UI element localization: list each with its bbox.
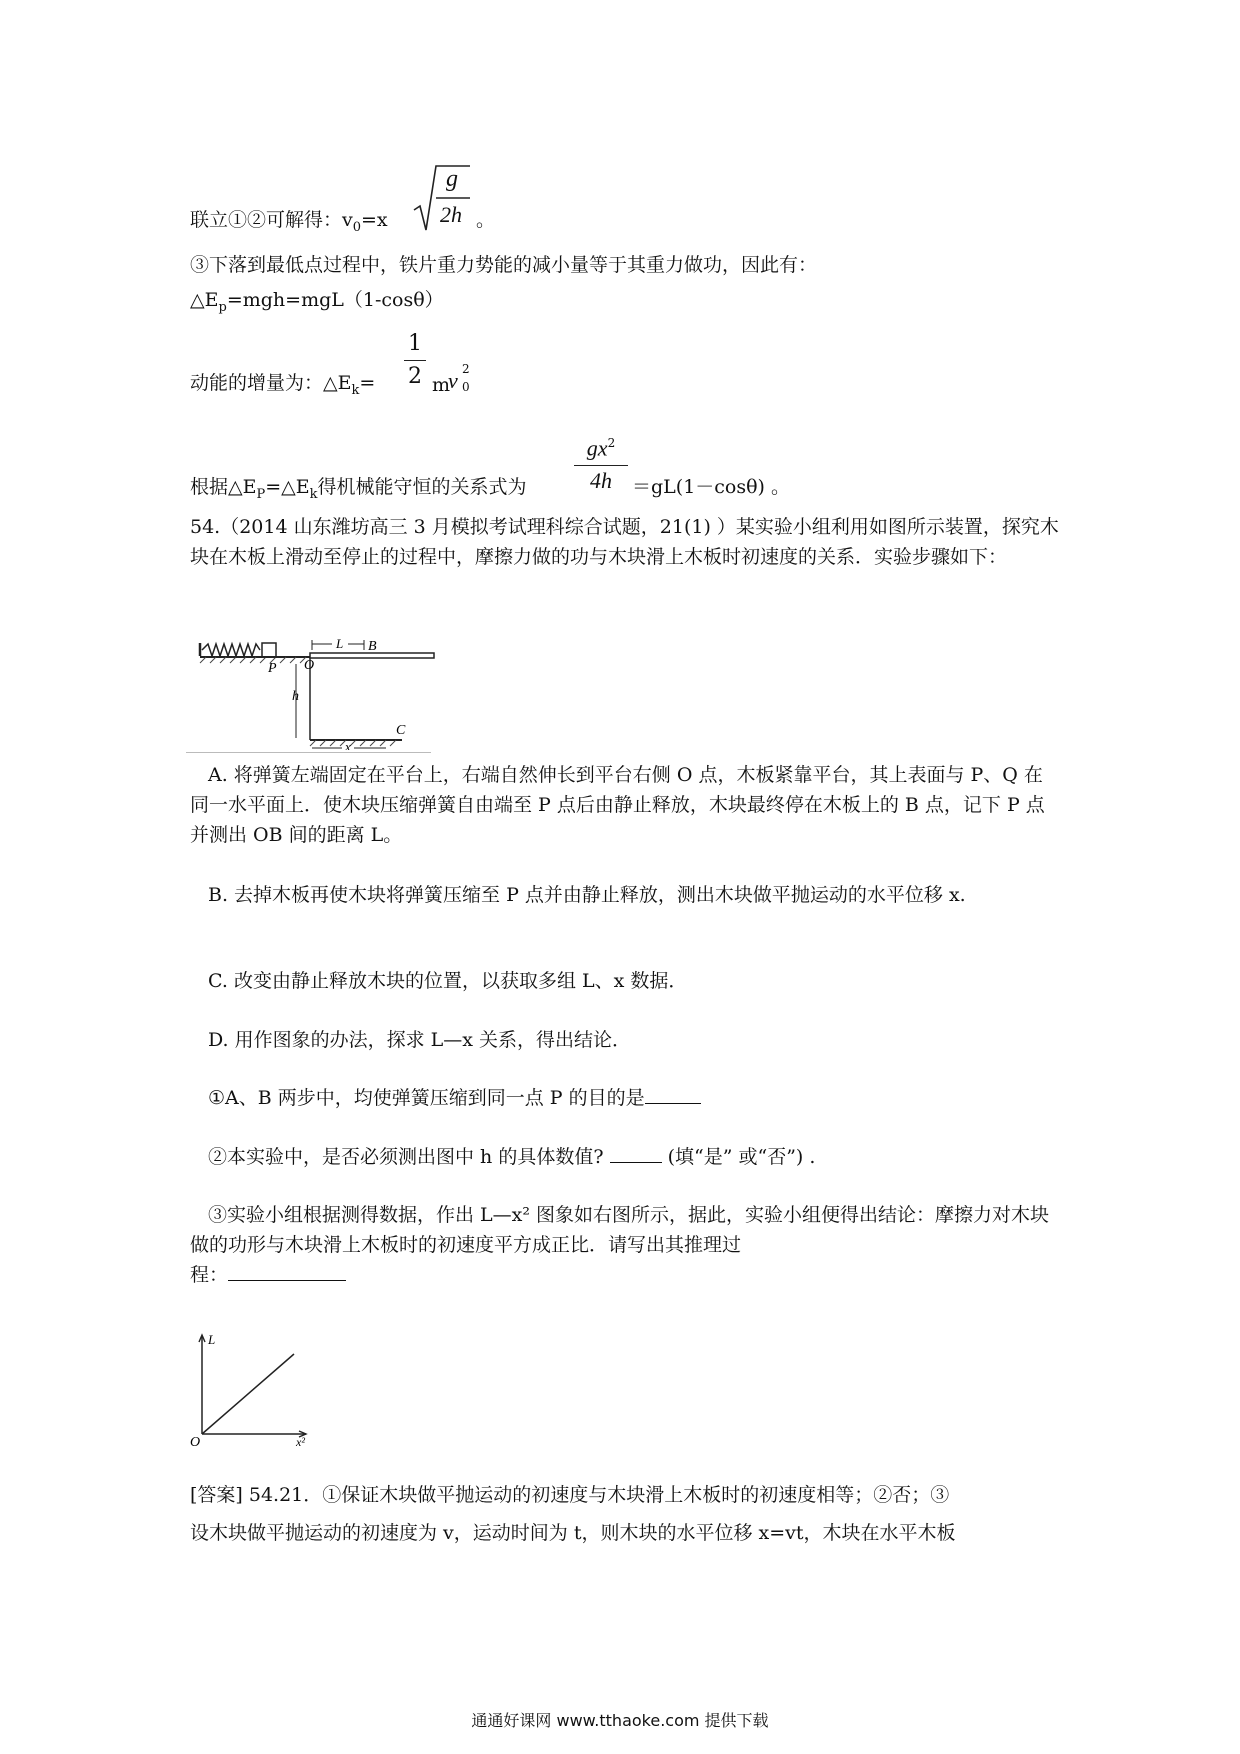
v-symbol: v: [448, 368, 458, 393]
question-3-end: [190, 1260, 346, 1290]
line5-end: ＝gL(1－cosθ) 。: [632, 476, 791, 498]
line5-mid: =△E: [265, 476, 310, 498]
label-x: x: [345, 739, 351, 750]
solution-line-1: [190, 205, 388, 243]
apparatus-figure: [186, 638, 436, 750]
answer-blank-2[interactable]: [610, 1142, 662, 1163]
answer-blank-1[interactable]: [645, 1083, 701, 1104]
kinetic-mass: m: [432, 374, 451, 396]
half-numerator: 1: [408, 331, 422, 356]
graph-origin-label: O: [190, 1435, 201, 1450]
page-footer: 通通好课网 www.tthaoke.com 提供下载: [471, 1711, 769, 1730]
graph-y-label: L: [208, 1332, 216, 1347]
solution-line-1-eq: =x: [361, 209, 388, 231]
label-B: B: [368, 639, 377, 654]
ek-subscript: k: [351, 382, 360, 398]
answer-line-1: [答案] 54.21．①保证木块做平抛运动的初速度与木块滑上木板时的初速度相等；②否；③: [190, 1484, 950, 1506]
v0-squared: [448, 364, 478, 398]
line5-text: 得机械能守恒的关系式为: [317, 476, 527, 498]
kinetic-eq: =: [359, 372, 376, 394]
delta-ep: △E: [190, 289, 219, 311]
solution-line-2: ③下落到最低点过程中，铁片重力势能的减小量等于其重力做功，因此有：: [190, 254, 818, 276]
fraction-numerator: [574, 428, 628, 464]
sqrt-expression: [412, 162, 472, 234]
v0-subscript: 0: [352, 219, 362, 235]
apparatus-diagram: [186, 638, 436, 750]
v-superscript: 2: [462, 362, 470, 376]
question-3: ③实验小组根据测得数据，作出 L—x² 图象如右图所示，据此，实验小组便得出结论：摩擦力对木块做的功形与木块滑上木板时的初速度平方成正比．请写出其推理过: [190, 1204, 1050, 1256]
question-2-hint: (填“是” 或“否”) .: [667, 1146, 816, 1168]
ep-formula: =mgh=mgL（1-cosθ）: [226, 289, 444, 311]
fraction-bar: [574, 465, 628, 466]
step-d: D. 用作图象的办法，探求 L—x 关系，得出结论．: [208, 1029, 632, 1051]
graph-figure: [186, 1330, 316, 1450]
line5-prefix: 根据△E: [190, 476, 257, 498]
question-2: [208, 1142, 815, 1172]
solution-line-1-end: 。: [476, 209, 496, 231]
line5-sub-k: k: [309, 486, 318, 502]
sqrt-denominator: 2h: [440, 202, 462, 227]
label-C: C: [396, 723, 406, 738]
answer-line-2: 设木块做平抛运动的初速度为 v，运动时间为 t，则木块的水平位移 x=vt，木块在水平木板: [190, 1522, 956, 1544]
fraction-bar: [404, 360, 426, 361]
x-square: 2: [607, 436, 616, 450]
label-P: P: [268, 661, 277, 676]
solution-line-1-prefix: 联立①②可解得：v: [190, 209, 353, 231]
step-a: A. 将弹簧左端固定在平台上，右端自然伸长到平台右侧 O 点，木板紧靠平台，其上表面与 P、Q 在同一水平面上．使木块压缩弹簧自由端至 P 点后由静止释放，木块最终停在木板上的 B 点，记下 P 点并测出 OB 间的距离 L。: [190, 764, 1045, 846]
label-L: L: [336, 638, 344, 651]
ep-subscript: p: [218, 299, 227, 315]
question-2-text: ②本实验中，是否必须测出图中 h 的具体数值?: [208, 1146, 604, 1168]
l-x2-graph: [186, 1330, 316, 1450]
step-b: B. 去掉木板再使木块将弹簧压缩至 P 点并由静止释放，测出木块做平抛运动的水平位移 x.: [208, 884, 966, 906]
figure-divider: [186, 752, 431, 753]
question-intro: 54.（2014 山东潍坊高三 3 月模拟考试理科综合试题，21(1) ）某实验小组利用如图所示装置，探究木块在木板上滑动至停止的过程中，摩擦力做的功与木块滑上木板时初速度的关系．实验步骤如下：: [190, 516, 1059, 568]
label-h: h: [292, 689, 299, 704]
graph-x-label: x²: [296, 1435, 305, 1449]
v-subscript: 0: [462, 380, 470, 394]
line5-sub-p: P: [256, 486, 266, 502]
kinetic-increase-prefix: 动能的增量为：△E: [190, 372, 352, 394]
solution-line-5: [190, 472, 527, 510]
question-1-text: ①A、B 两步中，均使弹簧压缩到同一点 P 的目的是: [208, 1087, 645, 1109]
gx2-over-4h-fraction: [574, 428, 628, 495]
solution-line-3: [190, 285, 444, 323]
half-denominator: 2: [408, 364, 422, 389]
step-c: C. 改变由静止释放木块的位置，以获取多组 L、x 数据．: [208, 970, 688, 992]
4h-denominator: 4h: [590, 468, 612, 494]
half-fraction: [404, 330, 426, 391]
question-1: [208, 1083, 701, 1113]
answer-blank-3[interactable]: [228, 1260, 346, 1281]
gx-numerator: gx: [586, 435, 608, 461]
label-O: O: [304, 658, 315, 673]
solution-line-4: [190, 368, 375, 406]
sqrt-numerator: g: [446, 166, 458, 192]
question-3-end-text: 程：: [190, 1264, 229, 1286]
